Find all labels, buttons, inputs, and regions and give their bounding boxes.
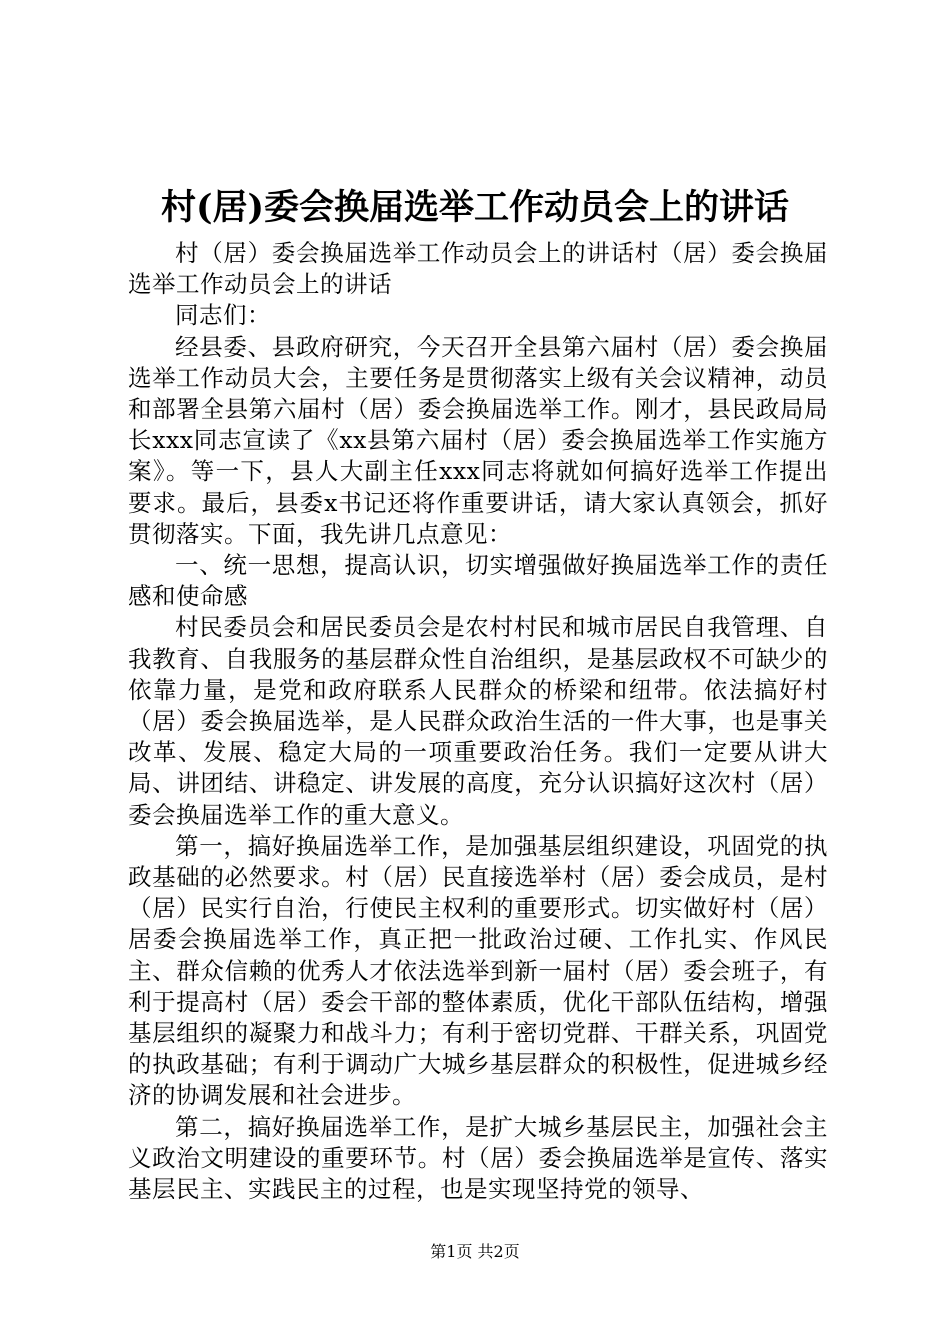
paragraph-heading-repeat: 村（居）委会换届选举工作动员会上的讲话村（居）委会换届选举工作动员会上的讲话 — [128, 239, 828, 299]
paragraph-intro: 经县委、县政府研究，今天召开全县第六届村（居）委会换届选举工作动员大会，主要任务是贯彻落实上级有关会议精神，动员和部署全县第六届村（居）委会换届选举工作。刚才，县民政局局长xxx同志宣读了《xx县第六届村（居）委会换届选举工作实施方案》。等一下，县人大副主任xxx同志将就如何搞好选举工作提出要求。最后，县委x书记还将作重要讲话，请大家认真领会，抓好贯彻落实。下面，我先讲几点意见： — [128, 332, 828, 548]
paragraph-point-first: 第一，搞好换届选举工作，是加强基层组织建设，巩固党的执政基础的必然要求。村（居）民直接选举村（居）委会成员，是村（居）民实行自治，行使民主权利的重要形式。切实做好村（居）居委会换届选举工作，真正把一批政治过硬、工作扎实、作风民主、群众信赖的优秀人才依法选举到新一届村（居）委会班子，有利于提高村（居）委会干部的整体素质，优化干部队伍结构，增强基层组织的凝聚力和战斗力；有利于密切党群、干群关系，巩固党的执政基础；有利于调动广大城乡基层群众的积极性，促进城乡经济的协调发展和社会进步。 — [128, 831, 828, 1110]
document-title: 村(居)委会换届选举工作动员会上的讲话 — [160, 187, 790, 228]
section-heading-one: 一、统一思想，提高认识，切实增强做好换届选举工作的责任感和使命感 — [128, 551, 828, 611]
paragraph-salutation: 同志们： — [175, 301, 271, 330]
paragraph-point-second: 第二，搞好换届选举工作，是扩大城乡基层民主，加强社会主义政治文明建设的重要环节。村（居）委会换届选举是宣传、落实基层民主、实践民主的过程，也是实现坚持党的领导、 — [128, 1112, 828, 1204]
paragraph-committee-role: 村民委员会和居民委员会是农村村民和城市居民自我管理、自我教育、自我服务的基层群众性自治组织，是基层政权不可缺少的依靠力量，是党和政府联系人民群众的桥梁和纽带。依法搞好村（居）委会换届选举，是人民群众政治生活的一件大事，也是事关改革、发展、稳定大局的一项重要政治任务。我们一定要从讲大局、讲团结、讲稳定、讲发展的高度，充分认识搞好这次村（居）委会换届选举工作的重大意义。 — [128, 613, 828, 829]
document-body — [128, 238, 828, 1205]
page-footer: 第1页 共2页 — [430, 1242, 520, 1261]
